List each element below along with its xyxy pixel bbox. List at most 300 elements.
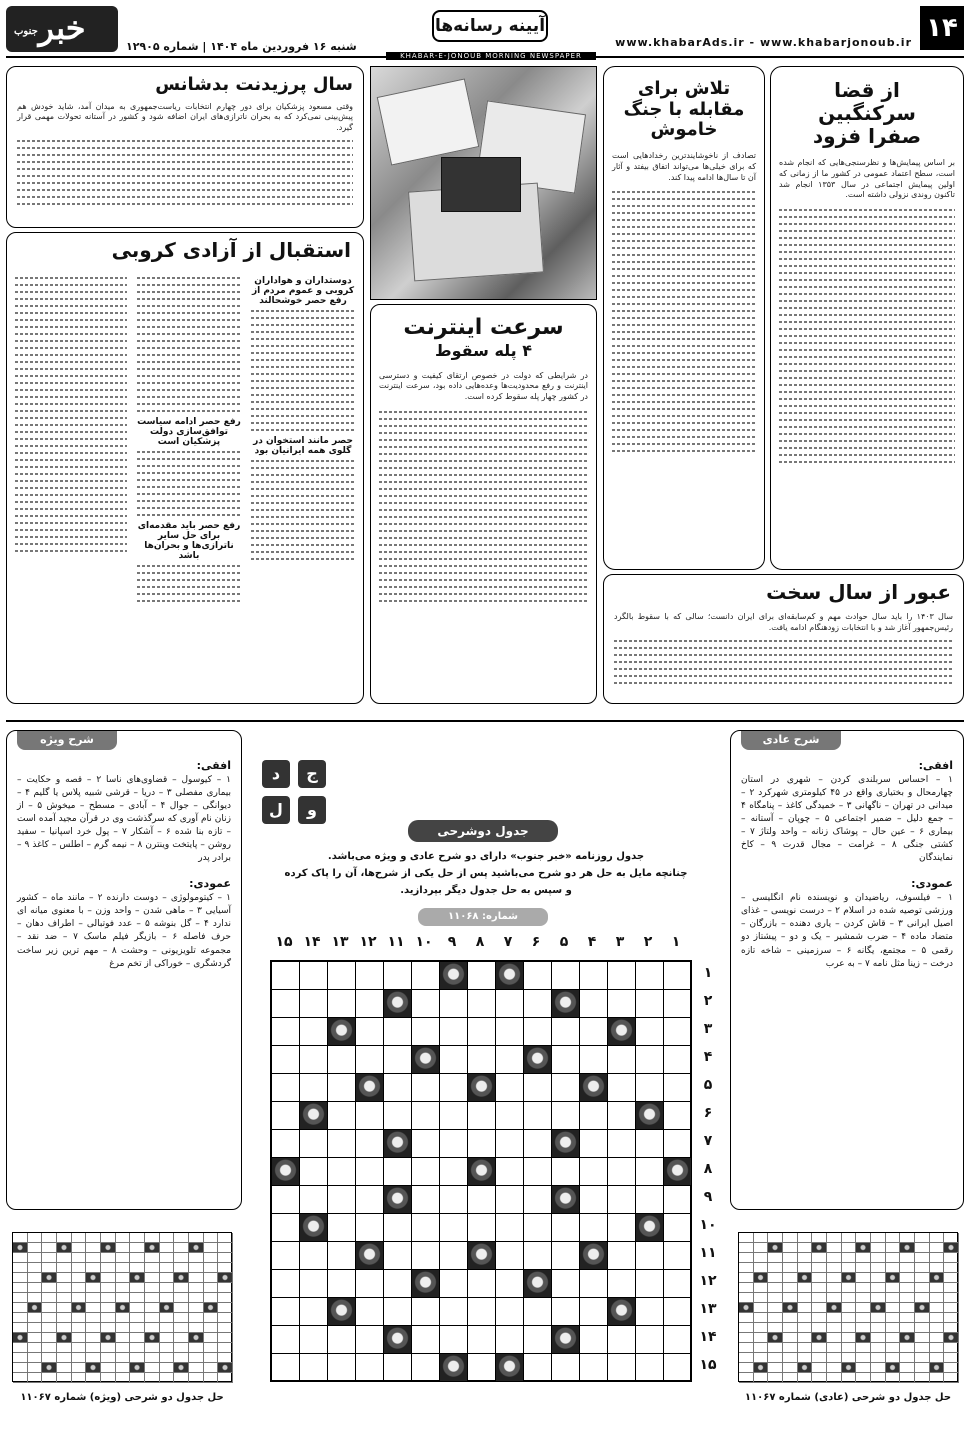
grid-cell[interactable]	[664, 1046, 692, 1074]
grid-cell[interactable]	[440, 1074, 468, 1102]
grid-cell[interactable]	[496, 1130, 524, 1158]
grid-cell[interactable]	[496, 1326, 524, 1354]
solution-cell	[754, 1253, 769, 1263]
solution-block	[930, 1273, 945, 1283]
solution-cell	[57, 1293, 72, 1303]
grid-cell[interactable]	[664, 1354, 692, 1382]
grid-cell[interactable]	[468, 1102, 496, 1130]
solution-cell	[886, 1313, 901, 1323]
grid-cell[interactable]	[608, 1214, 636, 1242]
grid-cell[interactable]	[524, 1354, 552, 1382]
grid-cell[interactable]	[552, 1158, 580, 1186]
grid-cell[interactable]	[636, 1354, 664, 1382]
grid-cell[interactable]	[580, 1270, 608, 1298]
grid-block	[608, 1298, 636, 1326]
solution-cell	[204, 1273, 219, 1283]
grid-cell[interactable]	[636, 962, 664, 990]
solution-cell	[798, 1343, 813, 1353]
grid-cell[interactable]	[552, 1242, 580, 1270]
solution-cell	[783, 1343, 798, 1353]
article-column-right	[251, 273, 355, 701]
grid-cell[interactable]	[524, 1326, 552, 1354]
solution-cell	[827, 1253, 842, 1263]
grid-cell[interactable]	[468, 1326, 496, 1354]
solution-cell	[72, 1363, 87, 1373]
grid-cell[interactable]	[440, 1158, 468, 1186]
solution-block	[116, 1303, 131, 1313]
grid-cell[interactable]	[636, 990, 664, 1018]
solution-cell	[28, 1273, 43, 1283]
grid-cell[interactable]	[608, 1046, 636, 1074]
grid-cell[interactable]	[552, 1102, 580, 1130]
grid-block	[272, 1158, 300, 1186]
solution-cell	[812, 1293, 827, 1303]
grid-cell[interactable]	[636, 1046, 664, 1074]
solution-cell	[160, 1343, 175, 1353]
grid-cell[interactable]	[412, 1074, 440, 1102]
row-number: ۷	[703, 1133, 713, 1149]
grid-cell[interactable]	[664, 962, 692, 990]
grid-cell[interactable]	[468, 1214, 496, 1242]
grid-cell[interactable]	[580, 1214, 608, 1242]
grid-cell[interactable]	[412, 1186, 440, 1214]
grid-cell[interactable]	[440, 1046, 468, 1074]
solution-cell	[827, 1333, 842, 1343]
grid-cell[interactable]	[636, 1074, 664, 1102]
grid-cell[interactable]	[496, 1102, 524, 1130]
grid-cell[interactable]	[468, 1018, 496, 1046]
grid-cell[interactable]	[468, 962, 496, 990]
grid-cell[interactable]	[440, 1186, 468, 1214]
grid-cell[interactable]	[356, 990, 384, 1018]
grid-cell[interactable]	[524, 1102, 552, 1130]
grid-cell[interactable]	[412, 1018, 440, 1046]
solution-cell	[57, 1283, 72, 1293]
solution-cell	[57, 1313, 72, 1323]
grid-cell[interactable]	[468, 1354, 496, 1382]
solution-cell	[116, 1333, 131, 1343]
website-urls[interactable]: www.khabarAds.ir - www.khabarjonoub.ir	[615, 36, 912, 49]
solution-block	[218, 1273, 233, 1283]
solution-cell	[944, 1323, 959, 1333]
solution-cell	[204, 1333, 219, 1343]
grid-cell[interactable]	[664, 1018, 692, 1046]
grid-cell[interactable]	[328, 962, 356, 990]
row-number: ۱۲	[699, 1273, 717, 1289]
grid-cell[interactable]	[496, 1214, 524, 1242]
solution-block	[57, 1243, 72, 1253]
special-clues-tab[interactable]: شرح ویژه	[17, 730, 117, 750]
grid-cell[interactable]	[356, 962, 384, 990]
grid-cell[interactable]	[440, 990, 468, 1018]
grid-cell[interactable]	[580, 1018, 608, 1046]
grid-cell[interactable]	[412, 1130, 440, 1158]
grid-cell[interactable]	[608, 1102, 636, 1130]
solution-cell	[754, 1283, 769, 1293]
crossword-instructions	[258, 848, 714, 899]
grid-cell[interactable]	[664, 1214, 692, 1242]
grid-cell[interactable]	[552, 1298, 580, 1326]
solution-cell	[900, 1253, 915, 1263]
grid-cell[interactable]	[580, 990, 608, 1018]
solution-block	[174, 1273, 189, 1283]
solution-cell	[42, 1313, 57, 1323]
grid-cell[interactable]	[300, 1298, 328, 1326]
grid-cell[interactable]	[608, 962, 636, 990]
grid-cell[interactable]	[272, 1130, 300, 1158]
grid-cell[interactable]	[468, 1298, 496, 1326]
solution-cell	[116, 1343, 131, 1353]
grid-cell[interactable]	[664, 1130, 692, 1158]
grid-cell[interactable]	[412, 1214, 440, 1242]
solution-cell	[174, 1373, 189, 1383]
grid-cell[interactable]	[384, 1158, 412, 1186]
grid-cell[interactable]	[552, 1018, 580, 1046]
grid-cell[interactable]	[524, 1018, 552, 1046]
solution-cell	[72, 1283, 87, 1293]
grid-cell[interactable]	[636, 1270, 664, 1298]
solution-cell	[204, 1243, 219, 1253]
grid-cell[interactable]	[412, 1326, 440, 1354]
grid-cell[interactable]	[272, 1046, 300, 1074]
grid-cell[interactable]	[608, 1242, 636, 1270]
grid-cell[interactable]	[440, 1242, 468, 1270]
solution-cell	[160, 1363, 175, 1373]
grid-cell[interactable]	[384, 1354, 412, 1382]
grid-cell[interactable]	[272, 1242, 300, 1270]
grid-cell[interactable]	[272, 990, 300, 1018]
grid-cell[interactable]	[384, 1018, 412, 1046]
solution-cell	[944, 1293, 959, 1303]
grid-cell[interactable]	[412, 1298, 440, 1326]
solution-cell	[174, 1263, 189, 1273]
grid-cell[interactable]	[552, 1214, 580, 1242]
grid-cell[interactable]	[356, 1326, 384, 1354]
grid-cell[interactable]	[580, 1354, 608, 1382]
article-internet-speed-subtitle: ۴ پله سقوط	[434, 341, 533, 361]
grid-cell[interactable]	[664, 1074, 692, 1102]
grid-cell[interactable]	[608, 1326, 636, 1354]
solution-cell	[189, 1363, 204, 1373]
grid-cell[interactable]	[328, 1270, 356, 1298]
solution-cell	[842, 1293, 857, 1303]
logo-letter: ج	[298, 760, 326, 788]
grid-cell[interactable]	[524, 1130, 552, 1158]
grid-cell[interactable]	[524, 1158, 552, 1186]
grid-cell[interactable]	[384, 1074, 412, 1102]
grid-cell[interactable]	[412, 990, 440, 1018]
solution-cell	[754, 1313, 769, 1323]
grid-cell[interactable]	[552, 1354, 580, 1382]
solution-cell	[145, 1273, 160, 1283]
grid-cell[interactable]	[272, 1074, 300, 1102]
grid-cell[interactable]	[300, 962, 328, 990]
grid-cell[interactable]	[636, 1326, 664, 1354]
grid-cell[interactable]	[496, 1158, 524, 1186]
article-column-left	[15, 273, 127, 701]
grid-cell[interactable]	[664, 990, 692, 1018]
solution-cell	[886, 1333, 901, 1343]
grid-cell[interactable]	[468, 1270, 496, 1298]
solution-cell	[86, 1253, 101, 1263]
grid-cell[interactable]	[440, 1214, 468, 1242]
solution-cell	[13, 1373, 28, 1383]
grid-cell[interactable]	[356, 1354, 384, 1382]
grid-cell[interactable]	[328, 1242, 356, 1270]
grid-cell[interactable]	[552, 1046, 580, 1074]
grid-cell[interactable]	[384, 1046, 412, 1074]
grid-cell[interactable]	[272, 962, 300, 990]
normal-clues-tab[interactable]: شرح عادی	[741, 730, 841, 750]
grid-cell[interactable]	[580, 1186, 608, 1214]
grid-cell[interactable]	[272, 1270, 300, 1298]
grid-cell[interactable]	[468, 1186, 496, 1214]
special-across-clues: ۱ – کیوسول – قضاوی‌های ناسا ۲ – قصه و حکایت – بیماری مفصلی ۳ – دریا – قرشی شبیه پلاس یا گلیم ۴ – دیوانگی – جوال ۴ – آبادی – مسطح – میخوش ۵ – از زنان نام آوری که سرگذشت وی در قرآن مجید آمده است – تازه بنا شده ۶ – آشکار ۷ – پول خرد اسپانیا – سفید روشن – پایتخت وینترن ۸ – نیمه گرم – اطلس – کاغذ ۹ – برادر پدر	[17, 775, 231, 864]
grid-cell[interactable]	[664, 1326, 692, 1354]
grid-cell[interactable]	[664, 1102, 692, 1130]
grid-cell[interactable]	[300, 1326, 328, 1354]
grid-cell[interactable]	[356, 1046, 384, 1074]
grid-cell[interactable]	[412, 1102, 440, 1130]
grid-cell[interactable]	[440, 1130, 468, 1158]
grid-cell[interactable]	[356, 1214, 384, 1242]
grid-cell[interactable]	[384, 1298, 412, 1326]
column-number: ۱۵	[275, 934, 293, 950]
grid-cell[interactable]	[272, 1186, 300, 1214]
grid-cell[interactable]	[440, 1018, 468, 1046]
grid-cell[interactable]	[580, 1298, 608, 1326]
grid-cell[interactable]	[272, 1214, 300, 1242]
grid-cell[interactable]	[440, 1270, 468, 1298]
solution-cell	[886, 1243, 901, 1253]
grid-cell[interactable]	[300, 1046, 328, 1074]
grid-block	[552, 1326, 580, 1354]
grid-cell[interactable]	[664, 1270, 692, 1298]
solution-cell	[130, 1233, 145, 1243]
grid-cell[interactable]	[412, 1354, 440, 1382]
grid-block	[496, 1354, 524, 1382]
grid-cell[interactable]	[356, 1158, 384, 1186]
grid-cell[interactable]	[496, 1046, 524, 1074]
solution-cell	[856, 1253, 871, 1263]
grid-cell[interactable]	[468, 1130, 496, 1158]
grid-cell[interactable]	[440, 1298, 468, 1326]
solution-cell	[915, 1373, 930, 1383]
solution-cell	[827, 1363, 842, 1373]
solution-cell	[42, 1343, 57, 1353]
grid-cell[interactable]	[356, 1102, 384, 1130]
solution-cell	[944, 1253, 959, 1263]
grid-block	[468, 1242, 496, 1270]
grid-cell[interactable]	[300, 1074, 328, 1102]
grid-cell[interactable]	[580, 1158, 608, 1186]
grid-cell[interactable]	[524, 1074, 552, 1102]
grid-cell[interactable]	[272, 1018, 300, 1046]
solution-block	[915, 1303, 930, 1313]
grid-cell[interactable]	[496, 1074, 524, 1102]
grid-cell[interactable]	[328, 1074, 356, 1102]
solution-cell	[28, 1263, 43, 1273]
grid-cell[interactable]	[524, 1298, 552, 1326]
solution-cell	[900, 1283, 915, 1293]
solution-cell	[189, 1253, 204, 1263]
solution-cell	[204, 1233, 219, 1243]
solution-cell	[886, 1233, 901, 1243]
grid-cell[interactable]	[552, 1074, 580, 1102]
solution-cell	[827, 1293, 842, 1303]
grid-cell[interactable]	[440, 1102, 468, 1130]
grid-cell[interactable]	[384, 1214, 412, 1242]
solution-cell	[57, 1363, 72, 1373]
grid-cell[interactable]	[356, 1018, 384, 1046]
grid-cell[interactable]	[384, 962, 412, 990]
grid-cell[interactable]	[412, 1242, 440, 1270]
grid-cell[interactable]	[300, 990, 328, 1018]
grid-cell[interactable]	[496, 1298, 524, 1326]
solution-cell	[72, 1263, 87, 1273]
grid-cell[interactable]	[580, 1102, 608, 1130]
solution-block	[86, 1273, 101, 1283]
grid-cell[interactable]	[636, 1242, 664, 1270]
solution-cell	[842, 1303, 857, 1313]
grid-cell[interactable]	[356, 1186, 384, 1214]
grid-cell[interactable]	[664, 1298, 692, 1326]
solution-cell	[13, 1313, 28, 1323]
grid-cell[interactable]	[328, 1130, 356, 1158]
grid-cell[interactable]	[636, 1018, 664, 1046]
grid-cell[interactable]	[384, 1242, 412, 1270]
solution-cell	[13, 1283, 28, 1293]
grid-cell[interactable]	[496, 1270, 524, 1298]
solution-cell	[13, 1343, 28, 1353]
grid-cell[interactable]	[272, 1298, 300, 1326]
grid-cell[interactable]	[328, 990, 356, 1018]
grid-cell[interactable]	[328, 1326, 356, 1354]
special-clues-panel	[6, 730, 242, 1210]
grid-cell[interactable]	[272, 1102, 300, 1130]
grid-cell[interactable]	[636, 1158, 664, 1186]
solution-cell	[72, 1233, 87, 1243]
solution-cell	[798, 1353, 813, 1363]
grid-cell[interactable]	[356, 1298, 384, 1326]
grid-cell[interactable]	[608, 1074, 636, 1102]
grid-cell[interactable]	[580, 1130, 608, 1158]
solution-cell	[204, 1293, 219, 1303]
grid-cell[interactable]	[272, 1354, 300, 1382]
grid-cell[interactable]	[608, 1270, 636, 1298]
grid-cell[interactable]	[356, 1270, 384, 1298]
article-silent-war-title: تلاش برای مقابله با جنگ خاموش	[623, 78, 745, 141]
grid-cell[interactable]	[300, 1354, 328, 1382]
special-solution-label: حل جدول دو شرحی (ویژه) شماره ۱۱۰۶۷	[20, 1392, 224, 1403]
grid-cell[interactable]	[468, 1046, 496, 1074]
column-number: ۱۲	[359, 934, 377, 950]
grid-cell[interactable]	[580, 1326, 608, 1354]
solution-cell	[856, 1263, 871, 1273]
grid-cell[interactable]	[328, 1158, 356, 1186]
solution-cell	[86, 1343, 101, 1353]
grid-cell[interactable]	[440, 1326, 468, 1354]
grid-cell[interactable]	[300, 1158, 328, 1186]
grid-cell[interactable]	[608, 1130, 636, 1158]
solution-cell	[204, 1263, 219, 1273]
grid-cell[interactable]	[300, 1018, 328, 1046]
grid-cell[interactable]	[468, 990, 496, 1018]
grid-cell[interactable]	[300, 1270, 328, 1298]
grid-cell[interactable]	[580, 962, 608, 990]
article-karroubi-freedom	[6, 232, 364, 704]
grid-cell[interactable]	[608, 990, 636, 1018]
column-number: ۱۰	[415, 934, 433, 950]
article-unlucky-president	[6, 66, 364, 228]
grid-cell[interactable]	[664, 1186, 692, 1214]
grid-cell[interactable]	[524, 990, 552, 1018]
solution-block	[871, 1303, 886, 1313]
grid-cell[interactable]	[328, 1102, 356, 1130]
grid-cell[interactable]	[636, 1298, 664, 1326]
grid-cell[interactable]	[384, 1102, 412, 1130]
solution-cell	[160, 1313, 175, 1323]
grid-cell[interactable]	[636, 1186, 664, 1214]
normal-solution-grid	[738, 1232, 958, 1382]
grid-cell[interactable]	[300, 1130, 328, 1158]
grid-cell[interactable]	[412, 962, 440, 990]
grid-block	[468, 1158, 496, 1186]
grid-cell[interactable]	[300, 1242, 328, 1270]
solution-cell	[783, 1293, 798, 1303]
grid-cell[interactable]	[636, 1130, 664, 1158]
column-number: ۲	[643, 934, 653, 950]
grid-cell[interactable]	[328, 1046, 356, 1074]
solution-cell	[783, 1353, 798, 1363]
solution-cell	[768, 1263, 783, 1273]
grid-cell[interactable]	[552, 1270, 580, 1298]
grid-cell[interactable]	[608, 1158, 636, 1186]
grid-cell[interactable]	[272, 1326, 300, 1354]
solution-cell	[812, 1303, 827, 1313]
grid-cell[interactable]	[300, 1186, 328, 1214]
grid-cell[interactable]	[524, 1242, 552, 1270]
solution-cell	[842, 1243, 857, 1253]
solution-cell	[86, 1263, 101, 1273]
grid-cell[interactable]	[524, 962, 552, 990]
grid-cell[interactable]	[328, 1186, 356, 1214]
grid-cell[interactable]	[328, 1354, 356, 1382]
solution-cell	[160, 1253, 175, 1263]
solution-cell	[944, 1373, 959, 1383]
grid-cell[interactable]	[524, 1186, 552, 1214]
solution-cell	[42, 1333, 57, 1343]
grid-cell[interactable]	[496, 1242, 524, 1270]
grid-cell[interactable]	[412, 1158, 440, 1186]
solution-cell	[944, 1313, 959, 1323]
article-internet-speed-intro: در شرایطی که دولت در خصوص ارتقای کیفیت و دسترسی اینترنت و رفع محدودیت‌ها وعده‌هایی داده بود، سرعت اینترنت در کشور چهار پله سقوط کرده است.	[379, 370, 588, 402]
grid-cell[interactable]	[496, 1186, 524, 1214]
grid-cell[interactable]	[552, 962, 580, 990]
crossword-main	[248, 730, 724, 1420]
grid-cell[interactable]	[608, 1186, 636, 1214]
grid-cell[interactable]	[524, 1214, 552, 1242]
grid-cell[interactable]	[608, 1354, 636, 1382]
grid-cell[interactable]	[496, 1018, 524, 1046]
grid-cell[interactable]	[384, 1270, 412, 1298]
grid-cell[interactable]	[580, 1046, 608, 1074]
solution-cell	[812, 1373, 827, 1383]
grid-cell[interactable]	[328, 1214, 356, 1242]
grid-cell[interactable]	[356, 1130, 384, 1158]
grid-cell[interactable]	[496, 990, 524, 1018]
grid-cell[interactable]	[664, 1242, 692, 1270]
